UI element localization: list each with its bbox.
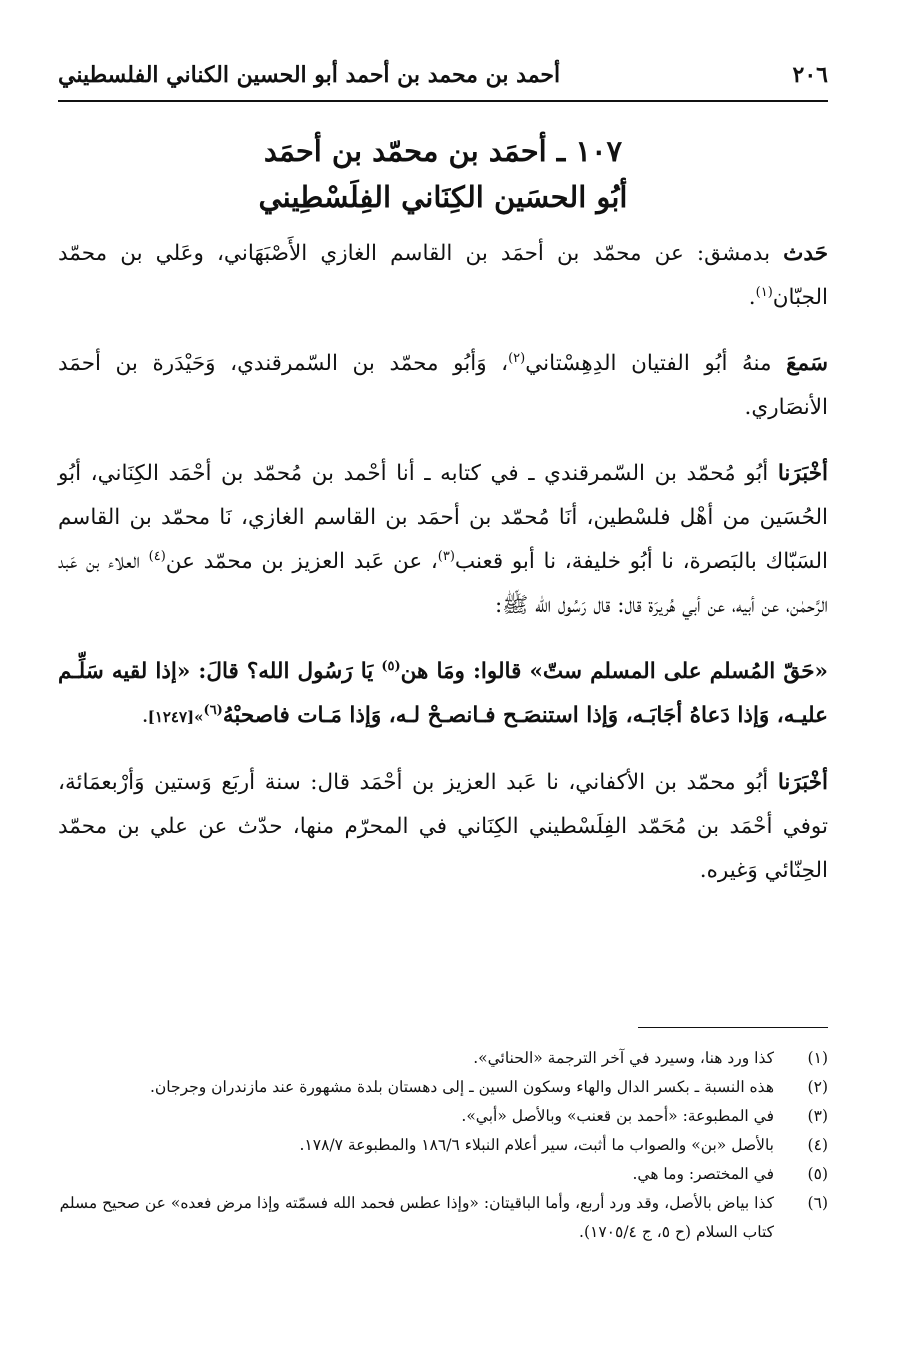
hadith-text: «حَقّ المُسلم على المسلم ستّ» قالوا: ومَا هن xyxy=(400,659,828,684)
footnote-marker: (٣) xyxy=(437,548,455,564)
paragraph-death-date xyxy=(58,761,828,893)
footnote-number: (٢) xyxy=(807,1078,828,1096)
paragraph-lead-word: أخْبَرَنا xyxy=(777,770,828,795)
footnote-item xyxy=(58,1160,828,1189)
footnote-item xyxy=(58,1102,828,1131)
footnote-text: كذا ورد هنا، وسيرد في آخر الترجمة «الحنائي». xyxy=(473,1049,774,1067)
footnote-marker: (٢) xyxy=(508,350,526,366)
footnote-number: (٣) xyxy=(807,1107,828,1125)
entry-title xyxy=(58,128,828,220)
paragraph-heard-from xyxy=(58,342,828,430)
footnote-marker: (٦) xyxy=(203,702,223,718)
paragraph-narrated xyxy=(58,232,828,320)
footnote-marker: (٤) xyxy=(148,548,166,564)
page-number: ٢٠٦ xyxy=(792,62,828,88)
footnotes xyxy=(58,1044,828,1247)
footnote-item xyxy=(58,1189,828,1247)
hadith-reference: »[١٢٤٧]. xyxy=(142,708,204,726)
entry-title-line-2: أبُو الحسَين الكِنَاني الفِلَسْطِيني xyxy=(258,180,628,214)
entry-body xyxy=(58,232,828,915)
footnote-number: (٤) xyxy=(807,1136,828,1154)
paragraph-text: بدمشق: عن محمّد بن أحمَد بن القاسم الغازي الأَصْبَهَاني، وعَلي بن محمّد الجبّان xyxy=(58,241,828,310)
footnote-text: كذا بياض بالأصل، وقد ورد أربع، وأما الباقيتان: «وإذا عطس فحمد الله فسمّته وإذا مرض فعده» عن صحيح مسلم كتاب السلام (ح ٥، ج ١٧٠٥/٤). xyxy=(59,1194,774,1241)
paragraph-isnad xyxy=(58,452,828,628)
paragraph-hadith xyxy=(58,650,828,739)
paragraph-text: أبُو مُحمّد بن السّمرقندي ـ في كتابه ـ أنا أحْمد بن مُحمّد بن أحْمَد الكِنَاني، أبُو الحُسَين من أهْل فلسْطين، أنَا مُحمّد بن أحمَد بن القاسم الغازي، نَا محمّد بن القاسم السَبّاك بالبَصرة، نا أبُو خليفة، نا أبو قعنب xyxy=(58,461,828,574)
footnote-number: (٦) xyxy=(807,1194,828,1212)
footnote-number: (٥) xyxy=(807,1165,828,1183)
running-title: أحمد بن محمد بن أحمد أبو الحسين الكناني الفلسطيني xyxy=(58,62,561,88)
entry-title-line-1: ١٠٧ ـ أحمَد بن محمّد بن أحمَد xyxy=(263,134,623,168)
paragraph-lead-word: سَمعَ xyxy=(786,351,828,376)
footnote-item xyxy=(58,1131,828,1160)
paragraph-end: . xyxy=(748,285,756,310)
paragraph-lead-word: أخْبَرَنا xyxy=(777,461,828,486)
footnote-text: في المختصر: وما هي. xyxy=(632,1165,774,1183)
paragraph-text: أبُو محمّد بن الأكفاني، نا عَبد العزيز بن أحْمَد قال: سنة أربَع وَستين وَأرْبعمَائة، توفي أحْمَد بن مُحَمّد الفِلَسْطيني الكِنَاني في المحرّم منها، حدّث عن علي بن محمّد الحِنّائي وَغيره. xyxy=(58,770,828,883)
hadith-text: يَا رَسُول الله؟ قالَ: «إذا لقيه سَلِّـم عليـه، وَإذا دَعاهُ أجَابَـه، وَإذا استنصَـح فـانصـحْ لـه، وَإذا مَـات فاصحبْهُ xyxy=(58,659,828,728)
footnote-text: في المطبوعة: «أحمد بن قعنب» وبالأصل «أبي». xyxy=(461,1107,774,1125)
footnote-item xyxy=(58,1044,828,1073)
footnote-marker: (٥) xyxy=(381,658,401,674)
paragraph-text: ، وَأبُو محمّد بن السّمرقندي، وَحَيْدَرة بن أحمَد الأنصَاري. xyxy=(58,351,828,420)
paragraph-text: منهُ أبُو الفتيان الدِهِسْتاني xyxy=(525,351,787,376)
paragraph-lead-word: حَدث xyxy=(783,241,828,266)
footnote-text: هذه النسبة ـ بكسر الدال والهاء وسكون السين ـ إلى دهستان بلدة مشهورة عند مازندران وجرجان. xyxy=(149,1078,774,1096)
footnote-marker: (١) xyxy=(755,284,773,300)
paragraph-text: العلاء بن عَبد الرَّحمٰن، عن أبيه، عن أبي هُريرَة قال: قال رَسُول الله ﷺ: xyxy=(58,549,828,618)
running-head xyxy=(58,62,828,88)
footnote-number: (١) xyxy=(807,1049,828,1067)
footnote-item xyxy=(58,1073,828,1102)
header-rule xyxy=(58,100,828,102)
footnote-text: بالأصل «بن» والصواب ما أثبت، سير أعلام النبلاء ١٨٦/٦ والمطبوعة ١٧٨/٧. xyxy=(299,1136,774,1154)
footnote-rule xyxy=(638,1027,828,1028)
paragraph-text: ، عن عَبد العزيز بن محمّد عن xyxy=(165,549,438,574)
